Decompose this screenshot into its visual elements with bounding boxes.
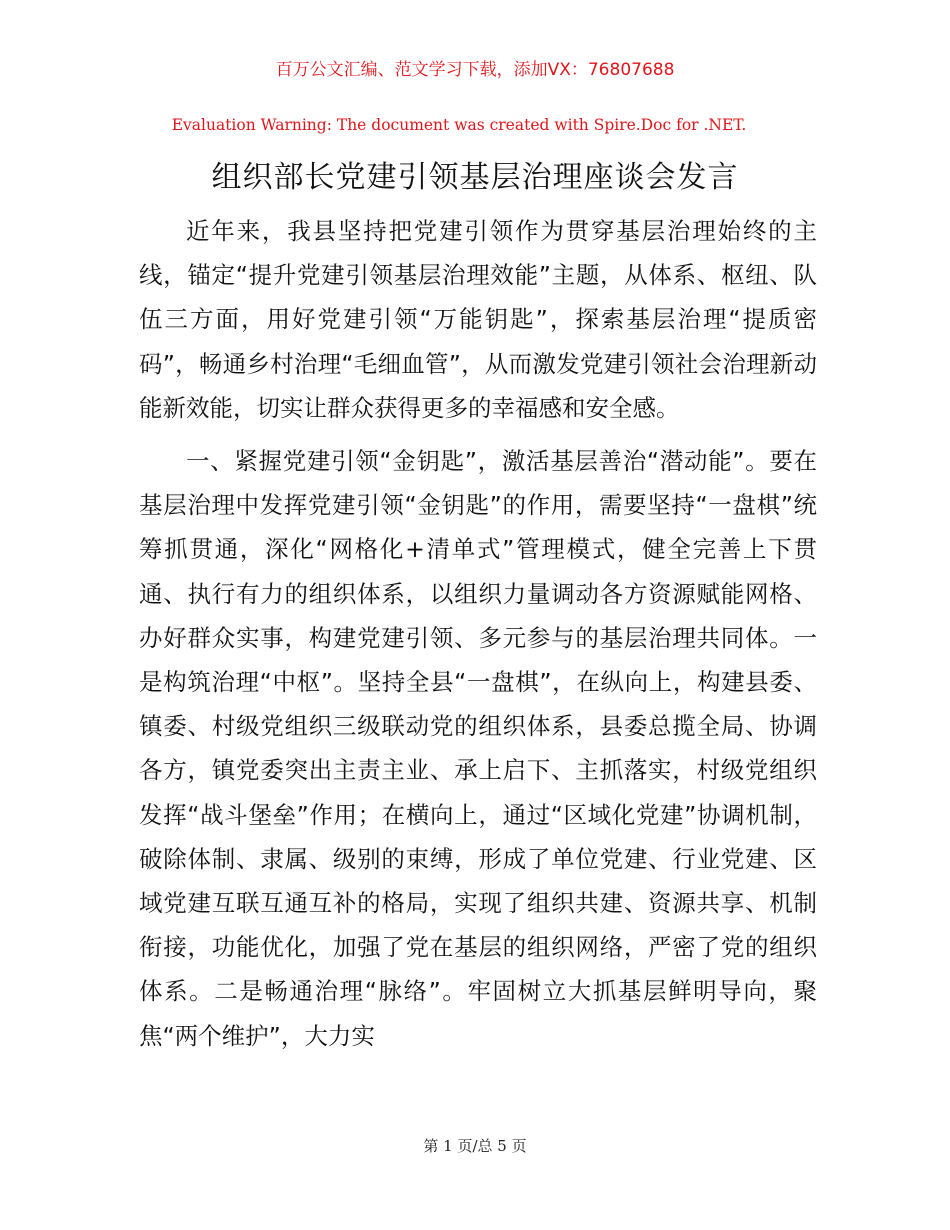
paragraph-section-one: 一、紧握党建引领“金钥匙”，激活基层善治“潜动能”。要在基层治理中发挥党建引领“金钥匙”的作用，需要坚持“一盘棋”统筹抓贯通，深化“网格化+清单式”管理模式，健全完善上下贯通、执行有力的组织体系，以组织力量调动各方资源赋能网格、办好群众实事，构建党建引领、多元参与的基层治理共同体。一是构筑治理“中枢”。坚持全县“一盘棋”，在纵向上，构建县委、镇委、村级党组织三级联动党的组织体系，县委总揽全局、协调各方，镇党委突出主责主业、承上启下、主抓落实，村级党组织发挥“战斗堡垒”作用；在横向上，通过“区域化党建”协调机制，破除体制、隶属、级别的束缚，形成了单位党建、行业党建、区域党建互联互通互补的格局，实现了组织共建、资源共享、机制衔接，功能优化，加强了党在基层的组织网络，严密了党的组织体系。二是畅通治理“脉络”。牢固树立大抓基层鲜明导向，聚焦“两个维护”，大力实	[139, 447, 817, 1050]
evaluation-warning: Evaluation Warning: The document was created with Spire.Doc for .NET.	[171, 116, 747, 134]
document-body	[139, 209, 817, 1058]
page-indicator: 第 1 页/总 5 页	[423, 1137, 527, 1155]
header-banner: 百万公文汇编、范文学习下载，添加VX：76807688	[275, 60, 675, 80]
document-title: 组织部长党建引领基层治理座谈会发言	[211, 160, 739, 195]
paragraph-intro: 近年来，我县坚持把党建引领作为贯穿基层治理始终的主线，锚定“提升党建引领基层治理效能”主题，从体系、枢纽、队伍三方面，用好党建引领“万能钥匙”，探索基层治理“提质密码”，畅通乡村治理“毛细血管”，从而激发党建引领社会治理新动能新效能，切实让群众获得更多的幸福感和安全感。	[139, 217, 817, 422]
